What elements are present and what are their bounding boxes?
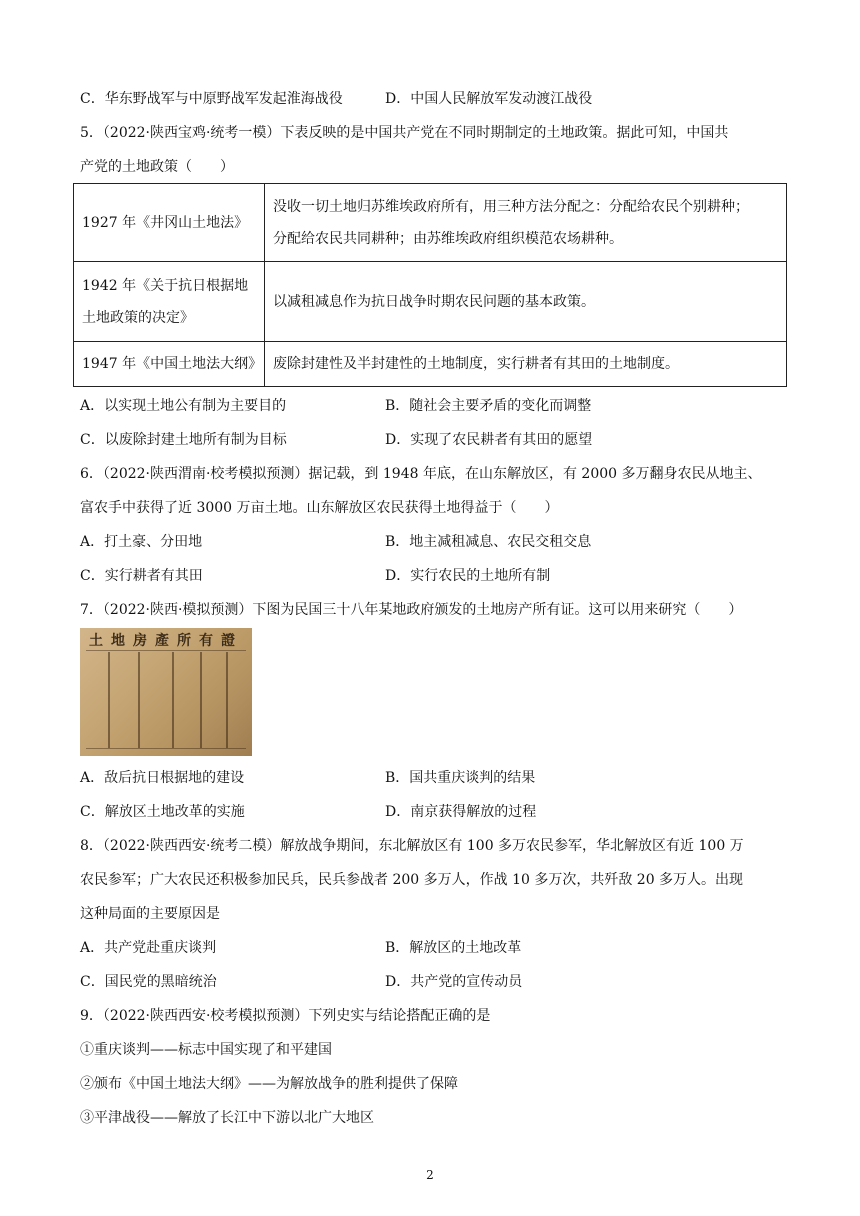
table-cell-period: 1927 年《井冈山土地法》 — [74, 184, 265, 262]
q6-option-a: A．打土豪、分田地 — [80, 534, 203, 550]
q9-item-3: ③平津战役——解放了长江中下游以北广大地区 — [80, 1110, 374, 1126]
table-cell-policy: 没收一切土地归苏维埃政府所有，用三种方法分配之：分配给农民个别耕种； 分配给农民共同耕种；由苏维埃政府组织模范农场耕种。 — [265, 184, 787, 262]
q9-item-2: ②颁布《中国土地法大纲》——为解放战争的胜利提供了保障 — [80, 1076, 458, 1092]
q4-option-d: D．中国人民解放军发动渡江战役 — [385, 91, 593, 107]
q5-option-d: D．实现了农民耕者有其田的愿望 — [385, 432, 593, 448]
q5-stem-line2: 产党的土地政策（ ） — [80, 159, 234, 175]
q6-stem-line2: 富农手中获得了近 3000 万亩土地。山东解放区农民获得土地得益于（ ） — [80, 500, 559, 516]
q8-option-d: D．共产党的宣传动员 — [385, 974, 523, 990]
q5-option-c: C．以废除封建土地所有制为目标 — [80, 432, 287, 448]
land-certificate-photo — [80, 628, 252, 756]
q8-stem-line3: 这种局面的主要原因是 — [80, 906, 220, 922]
q8-option-b: B．解放区的土地改革 — [385, 940, 522, 956]
q7-stem-line1: 7．（2022·陕西·模拟预测）下图为民国三十八年某地政府颁发的土地房产所有证。这可以用来研究（ ） — [80, 602, 743, 618]
table-row — [74, 184, 787, 262]
table-row — [74, 262, 787, 342]
q6-option-c: C．实行耕者有其田 — [80, 568, 203, 584]
q6-option-b: B．地主减租减息、农民交租交息 — [385, 534, 592, 550]
table-row — [74, 342, 787, 387]
table-cell-period: 1942 年《关于抗日根据地 土地政策的决定》 — [74, 262, 265, 342]
page-number: 2 — [426, 1168, 434, 1182]
q8-option-a: A．共产党赴重庆谈判 — [80, 940, 217, 956]
q6-option-d: D．实行农民的土地所有制 — [385, 568, 551, 584]
land-policy-table — [73, 183, 787, 387]
q5-option-b: B．随社会主要矛盾的变化而调整 — [385, 398, 592, 414]
q7-option-c: C．解放区土地改革的实施 — [80, 804, 245, 820]
q7-option-d: D．南京获得解放的过程 — [385, 804, 537, 820]
q5-option-a: A．以实现土地公有制为主要目的 — [80, 398, 287, 414]
table-cell-period: 1947 年《中国土地法大纲》 — [74, 342, 265, 387]
table-cell-policy: 废除封建性及半封建性的土地制度，实行耕者有其田的土地制度。 — [265, 342, 787, 387]
q8-option-c: C．国民党的黑暗统治 — [80, 974, 217, 990]
q9-item-1: ①重庆谈判——标志中国实现了和平建国 — [80, 1042, 332, 1058]
q5-stem-line1: 5．（2022·陕西宝鸡·统考一模）下表反映的是中国共产党在不同时期制定的土地政策。据此可知，中国共 — [80, 125, 729, 141]
q8-stem-line1: 8．（2022·陕西西安·统考二模）解放战争期间，东北解放区有 100 多万农民参军，华北解放区有近 100 万 — [80, 838, 744, 854]
q9-stem-line1: 9．（2022·陕西西安·校考模拟预测）下列史实与结论搭配正确的是 — [80, 1008, 491, 1024]
q7-option-a: A．敌后抗日根据地的建设 — [80, 770, 245, 786]
q4-option-c: C．华东野战军与中原野战军发起淮海战役 — [80, 91, 343, 107]
q7-option-b: B．国共重庆谈判的结果 — [385, 770, 536, 786]
certificate-title: 土地房產所有證 — [89, 633, 243, 649]
q6-stem-line1: 6．（2022·陕西渭南·校考模拟预测）据记载，到 1948 年底，在山东解放区，有 2000 多万翻身农民从地主、 — [80, 466, 762, 482]
table-cell-policy: 以减租减息作为抗日战争时期农民问题的基本政策。 — [265, 262, 787, 342]
q8-stem-line2: 农民参军；广大农民还积极参加民兵，民兵参战者 200 多万人，作战 10 多万次，共歼敌 20 多万人。出现 — [80, 872, 744, 888]
